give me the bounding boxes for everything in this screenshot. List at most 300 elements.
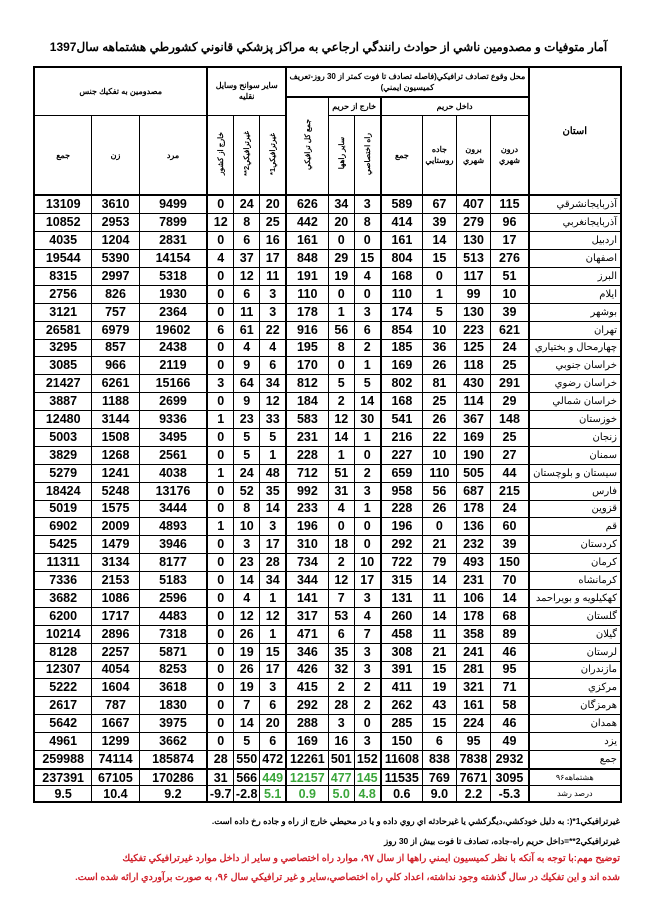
cell-abroad: 0 <box>207 572 233 590</box>
cell-nt1: 6 <box>260 357 286 375</box>
cell-other-roads: 2 <box>328 393 354 411</box>
cell-private: 30 <box>354 411 380 429</box>
cell-other-roads: 29 <box>328 250 354 268</box>
cell-male: 8177 <box>139 554 207 572</box>
province-cell: البرز <box>529 267 621 285</box>
cell-male: 4483 <box>139 607 207 625</box>
cell-female: 3144 <box>92 411 139 429</box>
cell-nt2: 4 <box>234 339 260 357</box>
cell-female: 2997 <box>92 267 139 285</box>
cell-inside-total: 659 <box>381 464 423 482</box>
cell-female: 1717 <box>92 607 139 625</box>
cell-nt2: 9 <box>234 393 260 411</box>
header-female: زن <box>92 115 139 195</box>
cell-nt1: 1 <box>260 589 286 607</box>
cell-private: 3 <box>354 303 380 321</box>
cell-female: 826 <box>92 285 139 303</box>
cell-abroad: 0 <box>207 482 233 500</box>
cell-nt2: 2.8- <box>234 786 260 803</box>
cell-traffic-total: 169 <box>286 733 328 751</box>
cell-inside-total: 169 <box>381 357 423 375</box>
cell-nt1: 3 <box>260 679 286 697</box>
province-cell: اردبيل <box>529 232 621 250</box>
province-cell: خراسان شمالي <box>529 393 621 411</box>
cell-nt2: 24 <box>234 464 260 482</box>
cell-other-roads: 7 <box>328 589 354 607</box>
cell-private: 3 <box>354 733 380 751</box>
cell-other-roads: 501 <box>328 751 354 769</box>
cell-suburban: 190 <box>456 446 491 464</box>
cell-rural: 67 <box>423 195 457 213</box>
cell-abroad: 1 <box>207 464 233 482</box>
cell-inj-total: 10852 <box>34 214 92 232</box>
cell-suburban: 513 <box>456 250 491 268</box>
cell-traffic-total: 292 <box>286 697 328 715</box>
cell-inside-total: 11535 <box>381 769 423 786</box>
cell-urban: 25 <box>491 428 529 446</box>
table-row <box>34 446 621 464</box>
cell-female: 1575 <box>92 500 139 518</box>
cell-rural: 15 <box>423 661 457 679</box>
cell-male: 3975 <box>139 715 207 733</box>
cell-urban: 148 <box>491 411 529 429</box>
cell-traffic-total: 196 <box>286 518 328 536</box>
cell-inside-total: 292 <box>381 536 423 554</box>
cell-inside-total: 168 <box>381 267 423 285</box>
cell-rural: 22 <box>423 428 457 446</box>
cell-nt2: 12 <box>234 607 260 625</box>
header-private-road: راه اختصاصي <box>354 115 380 195</box>
cell-other-roads: 477 <box>328 769 354 786</box>
cell-male: 13176 <box>139 482 207 500</box>
important-note-line2: شده اند و اين تفكيك در سال گذشته وجود نداشته، اعداد كلي راه اختصاصي،ساير و غير ترافيكي سال ۹۶، به صورت برآوردي ارائه شده است. <box>75 872 620 883</box>
province-cell: سيستان و بلوچستان <box>529 464 621 482</box>
cell-private: 0 <box>354 285 380 303</box>
cell-male: 2438 <box>139 339 207 357</box>
cell-suburban: 136 <box>456 518 491 536</box>
cell-nt1: 35 <box>260 482 286 500</box>
cell-urban: 150 <box>491 554 529 572</box>
province-cell: خوزستان <box>529 411 621 429</box>
cell-inside-total: 414 <box>381 214 423 232</box>
cell-rural: 11 <box>423 625 457 643</box>
cell-nt1: 5 <box>260 428 286 446</box>
cell-inj-total: 8128 <box>34 643 92 661</box>
cell-inj-total: 11311 <box>34 554 92 572</box>
cell-male: 1830 <box>139 697 207 715</box>
cell-abroad: 0 <box>207 679 233 697</box>
cell-suburban: 169 <box>456 428 491 446</box>
cell-private: 4 <box>354 607 380 625</box>
province-cell: يزد <box>529 733 621 751</box>
cell-urban: 115 <box>491 195 529 213</box>
province-cell: آذربايجانشرقي <box>529 195 621 213</box>
cell-rural: 10 <box>423 446 457 464</box>
cell-inside-total: 854 <box>381 321 423 339</box>
header-traffic-group: محل وقوع تصادف ترافيكي(فاصله تصادف تا فوت كمتر از 30 روز-تعريف كميسيون ايمني) <box>286 67 529 97</box>
cell-rural: 15 <box>423 250 457 268</box>
cell-suburban: 117 <box>456 267 491 285</box>
cell-inside-total: 541 <box>381 411 423 429</box>
cell-traffic-total: 228 <box>286 446 328 464</box>
province-cell: جمع <box>529 751 621 769</box>
cell-urban: 2932 <box>491 751 529 769</box>
cell-inj-total: 5222 <box>34 679 92 697</box>
cell-nt1: 3 <box>260 285 286 303</box>
table-row <box>34 321 621 339</box>
table-row <box>34 679 621 697</box>
cell-inside-total: 174 <box>381 303 423 321</box>
cell-traffic-total: 184 <box>286 393 328 411</box>
cell-abroad: 0 <box>207 643 233 661</box>
cell-suburban: 279 <box>456 214 491 232</box>
cell-traffic-total: 317 <box>286 607 328 625</box>
cell-nt1: 20 <box>260 195 286 213</box>
cell-urban: 46 <box>491 643 529 661</box>
cell-inside-total: 168 <box>381 393 423 411</box>
cell-inside-total: 285 <box>381 715 423 733</box>
cell-suburban: 118 <box>456 357 491 375</box>
cell-female: 5390 <box>92 250 139 268</box>
cell-male: 5183 <box>139 572 207 590</box>
cell-female: 1188 <box>92 393 139 411</box>
table-row <box>34 625 621 643</box>
cell-nt2: 11 <box>234 303 260 321</box>
province-cell: كردستان <box>529 536 621 554</box>
cell-male: 7899 <box>139 214 207 232</box>
cell-other-roads: 32 <box>328 661 354 679</box>
cell-male: 2596 <box>139 589 207 607</box>
cell-suburban: 7671 <box>456 769 491 786</box>
cell-nt1: 17 <box>260 536 286 554</box>
cell-traffic-total: 110 <box>286 285 328 303</box>
cell-suburban: 178 <box>456 500 491 518</box>
cell-inside-total: 110 <box>381 285 423 303</box>
province-cell: فارس <box>529 482 621 500</box>
cell-other-roads: 20 <box>328 214 354 232</box>
table-row <box>34 214 621 232</box>
cell-inj-total: 5279 <box>34 464 92 482</box>
header-nontraffic2: غيرترافيكي2** <box>234 115 260 195</box>
cell-nt1: 17 <box>260 250 286 268</box>
cell-nt1: 5.1 <box>260 786 286 803</box>
cell-nt1: 1 <box>260 446 286 464</box>
table-row <box>34 643 621 661</box>
cell-other-roads: 0 <box>328 518 354 536</box>
cell-urban: 89 <box>491 625 529 643</box>
cell-inj-total: 21427 <box>34 375 92 393</box>
cell-female: 966 <box>92 357 139 375</box>
cell-female: 2896 <box>92 625 139 643</box>
cell-inside-total: 0.6 <box>381 786 423 803</box>
cell-rural: 39 <box>423 214 457 232</box>
cell-inside-total: 458 <box>381 625 423 643</box>
cell-inside-total: 804 <box>381 250 423 268</box>
cell-nt2: 550 <box>234 751 260 769</box>
province-cell: همدان <box>529 715 621 733</box>
cell-nt1: 14 <box>260 500 286 518</box>
cell-suburban: 178 <box>456 607 491 625</box>
province-cell: گلستان <box>529 607 621 625</box>
table-row <box>34 339 621 357</box>
cell-traffic-total: 0.9 <box>286 786 328 803</box>
province-cell: ايلام <box>529 285 621 303</box>
cell-private: 10 <box>354 554 380 572</box>
cell-male: 2364 <box>139 303 207 321</box>
cell-nt1: 34 <box>260 572 286 590</box>
province-cell: لرستان <box>529 643 621 661</box>
cell-private: 2 <box>354 679 380 697</box>
cell-traffic-total: 626 <box>286 195 328 213</box>
cell-urban: 96 <box>491 214 529 232</box>
cell-inside-total: 131 <box>381 589 423 607</box>
province-cell: آذربايجانغربي <box>529 214 621 232</box>
cell-abroad: 3 <box>207 375 233 393</box>
cell-private: 4 <box>354 267 380 285</box>
cell-other-roads: 51 <box>328 464 354 482</box>
cell-traffic-total: 812 <box>286 375 328 393</box>
cell-traffic-total: 12261 <box>286 751 328 769</box>
cell-nt1: 22 <box>260 321 286 339</box>
cell-private: 3 <box>354 643 380 661</box>
cell-male: 1930 <box>139 285 207 303</box>
table-row <box>34 589 621 607</box>
cell-suburban: 161 <box>456 697 491 715</box>
cell-male: 3618 <box>139 679 207 697</box>
cell-suburban: 130 <box>456 232 491 250</box>
cell-rural: 79 <box>423 554 457 572</box>
cell-abroad: 12 <box>207 214 233 232</box>
cell-rural: 9.0 <box>423 786 457 803</box>
header-other-roads: ساير راهها <box>328 115 354 195</box>
table-row <box>34 500 621 518</box>
cell-rural: 5 <box>423 303 457 321</box>
cell-nt2: 3 <box>234 536 260 554</box>
cell-inside-total: 227 <box>381 446 423 464</box>
cell-inj-total: 12307 <box>34 661 92 679</box>
cell-inj-total: 7336 <box>34 572 92 590</box>
cell-rural: 110 <box>423 464 457 482</box>
cell-traffic-total: 734 <box>286 554 328 572</box>
cell-urban: 49 <box>491 733 529 751</box>
cell-suburban: 7838 <box>456 751 491 769</box>
cell-traffic-total: 12157 <box>286 769 328 786</box>
cell-rural: 43 <box>423 697 457 715</box>
cell-rural: 769 <box>423 769 457 786</box>
cell-urban: 95 <box>491 661 529 679</box>
cell-other-roads: 31 <box>328 482 354 500</box>
cell-inj-total: 8315 <box>34 267 92 285</box>
cell-inside-total: 260 <box>381 607 423 625</box>
table-row <box>34 482 621 500</box>
header-urban: درون شهري <box>491 115 529 195</box>
province-cell: مركزي <box>529 679 621 697</box>
cell-other-roads: 0 <box>328 232 354 250</box>
cell-other-roads: 6 <box>328 625 354 643</box>
cell-nt2: 19 <box>234 643 260 661</box>
cell-inj-total: 3295 <box>34 339 92 357</box>
cell-traffic-total: 712 <box>286 464 328 482</box>
cell-inside-total: 228 <box>381 500 423 518</box>
province-cell: هرمزگان <box>529 697 621 715</box>
cell-abroad: 0 <box>207 339 233 357</box>
cell-female: 1479 <box>92 536 139 554</box>
cell-suburban: 224 <box>456 715 491 733</box>
cell-other-roads: 0 <box>328 285 354 303</box>
cell-nt2: 566 <box>234 769 260 786</box>
cell-traffic-total: 195 <box>286 339 328 357</box>
cell-other-roads: 53 <box>328 607 354 625</box>
cell-female: 74114 <box>92 751 139 769</box>
cell-female: 1508 <box>92 428 139 446</box>
cell-nt1: 33 <box>260 411 286 429</box>
cell-inj-total: 26581 <box>34 321 92 339</box>
cell-male: 19602 <box>139 321 207 339</box>
province-cell: چهارمحال و بختياري <box>529 339 621 357</box>
prev-year-row <box>34 769 621 786</box>
cell-suburban: 223 <box>456 321 491 339</box>
cell-abroad: 0 <box>207 285 233 303</box>
cell-urban: 39 <box>491 303 529 321</box>
province-cell: اصفهان <box>529 250 621 268</box>
cell-urban: 17 <box>491 232 529 250</box>
cell-rural: 11 <box>423 589 457 607</box>
cell-abroad: 0 <box>207 697 233 715</box>
cell-male: 185874 <box>139 751 207 769</box>
cell-suburban: 106 <box>456 589 491 607</box>
cell-inj-total: 9.5 <box>34 786 92 803</box>
cell-male: 3946 <box>139 536 207 554</box>
total-row <box>34 751 621 769</box>
cell-other-roads: 12 <box>328 572 354 590</box>
header-injured-group: مصدومين به تفكيك جنس <box>34 67 207 115</box>
cell-rural: 14 <box>423 572 457 590</box>
cell-nt1: 472 <box>260 751 286 769</box>
cell-urban: 621 <box>491 321 529 339</box>
cell-inj-total: 237391 <box>34 769 92 786</box>
header-inside-total: جمع <box>381 115 423 195</box>
cell-inj-total: 3121 <box>34 303 92 321</box>
cell-nt2: 64 <box>234 375 260 393</box>
cell-inside-total: 315 <box>381 572 423 590</box>
cell-inside-total: 802 <box>381 375 423 393</box>
cell-inj-total: 4961 <box>34 733 92 751</box>
cell-female: 1604 <box>92 679 139 697</box>
cell-female: 3134 <box>92 554 139 572</box>
cell-abroad: 0 <box>207 500 233 518</box>
cell-traffic-total: 178 <box>286 303 328 321</box>
cell-traffic-total: 141 <box>286 589 328 607</box>
cell-inside-total: 262 <box>381 697 423 715</box>
cell-private: 2 <box>354 697 380 715</box>
cell-nt2: 26 <box>234 625 260 643</box>
cell-private: 3 <box>354 589 380 607</box>
cell-nt1: 17 <box>260 661 286 679</box>
cell-nt2: 24 <box>234 195 260 213</box>
cell-female: 2953 <box>92 214 139 232</box>
cell-nt1: 3 <box>260 303 286 321</box>
header-suburban: برون شهري <box>456 115 491 195</box>
cell-inside-total: 150 <box>381 733 423 751</box>
cell-inj-total: 3085 <box>34 357 92 375</box>
cell-rural: 25 <box>423 393 457 411</box>
growth-rate-row <box>34 786 621 803</box>
cell-nt1: 6 <box>260 697 286 715</box>
cell-urban: 71 <box>491 679 529 697</box>
province-cell: قزوين <box>529 500 621 518</box>
cell-urban: 24 <box>491 339 529 357</box>
cell-abroad: 0 <box>207 554 233 572</box>
cell-nt1: 28 <box>260 554 286 572</box>
cell-abroad: 1 <box>207 518 233 536</box>
cell-female: 10.4 <box>92 786 139 803</box>
cell-urban: 60 <box>491 518 529 536</box>
province-cell: خراسان جنوبي <box>529 357 621 375</box>
table-row <box>34 195 621 213</box>
cell-suburban: 99 <box>456 285 491 303</box>
cell-suburban: 358 <box>456 625 491 643</box>
cell-private: 15 <box>354 250 380 268</box>
province-cell: گيلان <box>529 625 621 643</box>
cell-urban: 27 <box>491 446 529 464</box>
cell-other-roads: 4 <box>328 500 354 518</box>
cell-female: 1086 <box>92 589 139 607</box>
province-cell: تهران <box>529 321 621 339</box>
cell-suburban: 430 <box>456 375 491 393</box>
cell-nt1: 16 <box>260 232 286 250</box>
province-cell: خراسان رضوي <box>529 375 621 393</box>
cell-male: 15166 <box>139 375 207 393</box>
cell-female: 2153 <box>92 572 139 590</box>
cell-female: 1299 <box>92 733 139 751</box>
cell-male: 8253 <box>139 661 207 679</box>
cell-urban: 51 <box>491 267 529 285</box>
table-row <box>34 267 621 285</box>
cell-nt2: 5 <box>234 428 260 446</box>
province-cell: زنجان <box>529 428 621 446</box>
cell-other-roads: 5 <box>328 375 354 393</box>
cell-female: 757 <box>92 303 139 321</box>
cell-abroad: 0 <box>207 715 233 733</box>
cell-traffic-total: 288 <box>286 715 328 733</box>
cell-rural: 56 <box>423 482 457 500</box>
cell-nt2: 6 <box>234 232 260 250</box>
cell-traffic-total: 170 <box>286 357 328 375</box>
cell-male: 5318 <box>139 267 207 285</box>
table-row <box>34 357 621 375</box>
header-abroad: خارج از كشور <box>207 115 233 195</box>
cell-urban: 44 <box>491 464 529 482</box>
cell-suburban: 231 <box>456 572 491 590</box>
cell-inj-total: 6200 <box>34 607 92 625</box>
cell-other-roads: 2 <box>328 554 354 572</box>
cell-male: 3495 <box>139 428 207 446</box>
cell-suburban: 505 <box>456 464 491 482</box>
cell-abroad: 0 <box>207 661 233 679</box>
cell-nt2: 19 <box>234 679 260 697</box>
cell-inside-total: 411 <box>381 679 423 697</box>
header-male: مرد <box>139 115 207 195</box>
cell-nt1: 1 <box>260 625 286 643</box>
cell-female: 6979 <box>92 321 139 339</box>
cell-suburban: 2.2 <box>456 786 491 803</box>
cell-male: 5871 <box>139 643 207 661</box>
table-row <box>34 303 621 321</box>
cell-suburban: 493 <box>456 554 491 572</box>
cell-nt2: 12 <box>234 267 260 285</box>
cell-inside-total: 308 <box>381 643 423 661</box>
cell-abroad: 0 <box>207 446 233 464</box>
